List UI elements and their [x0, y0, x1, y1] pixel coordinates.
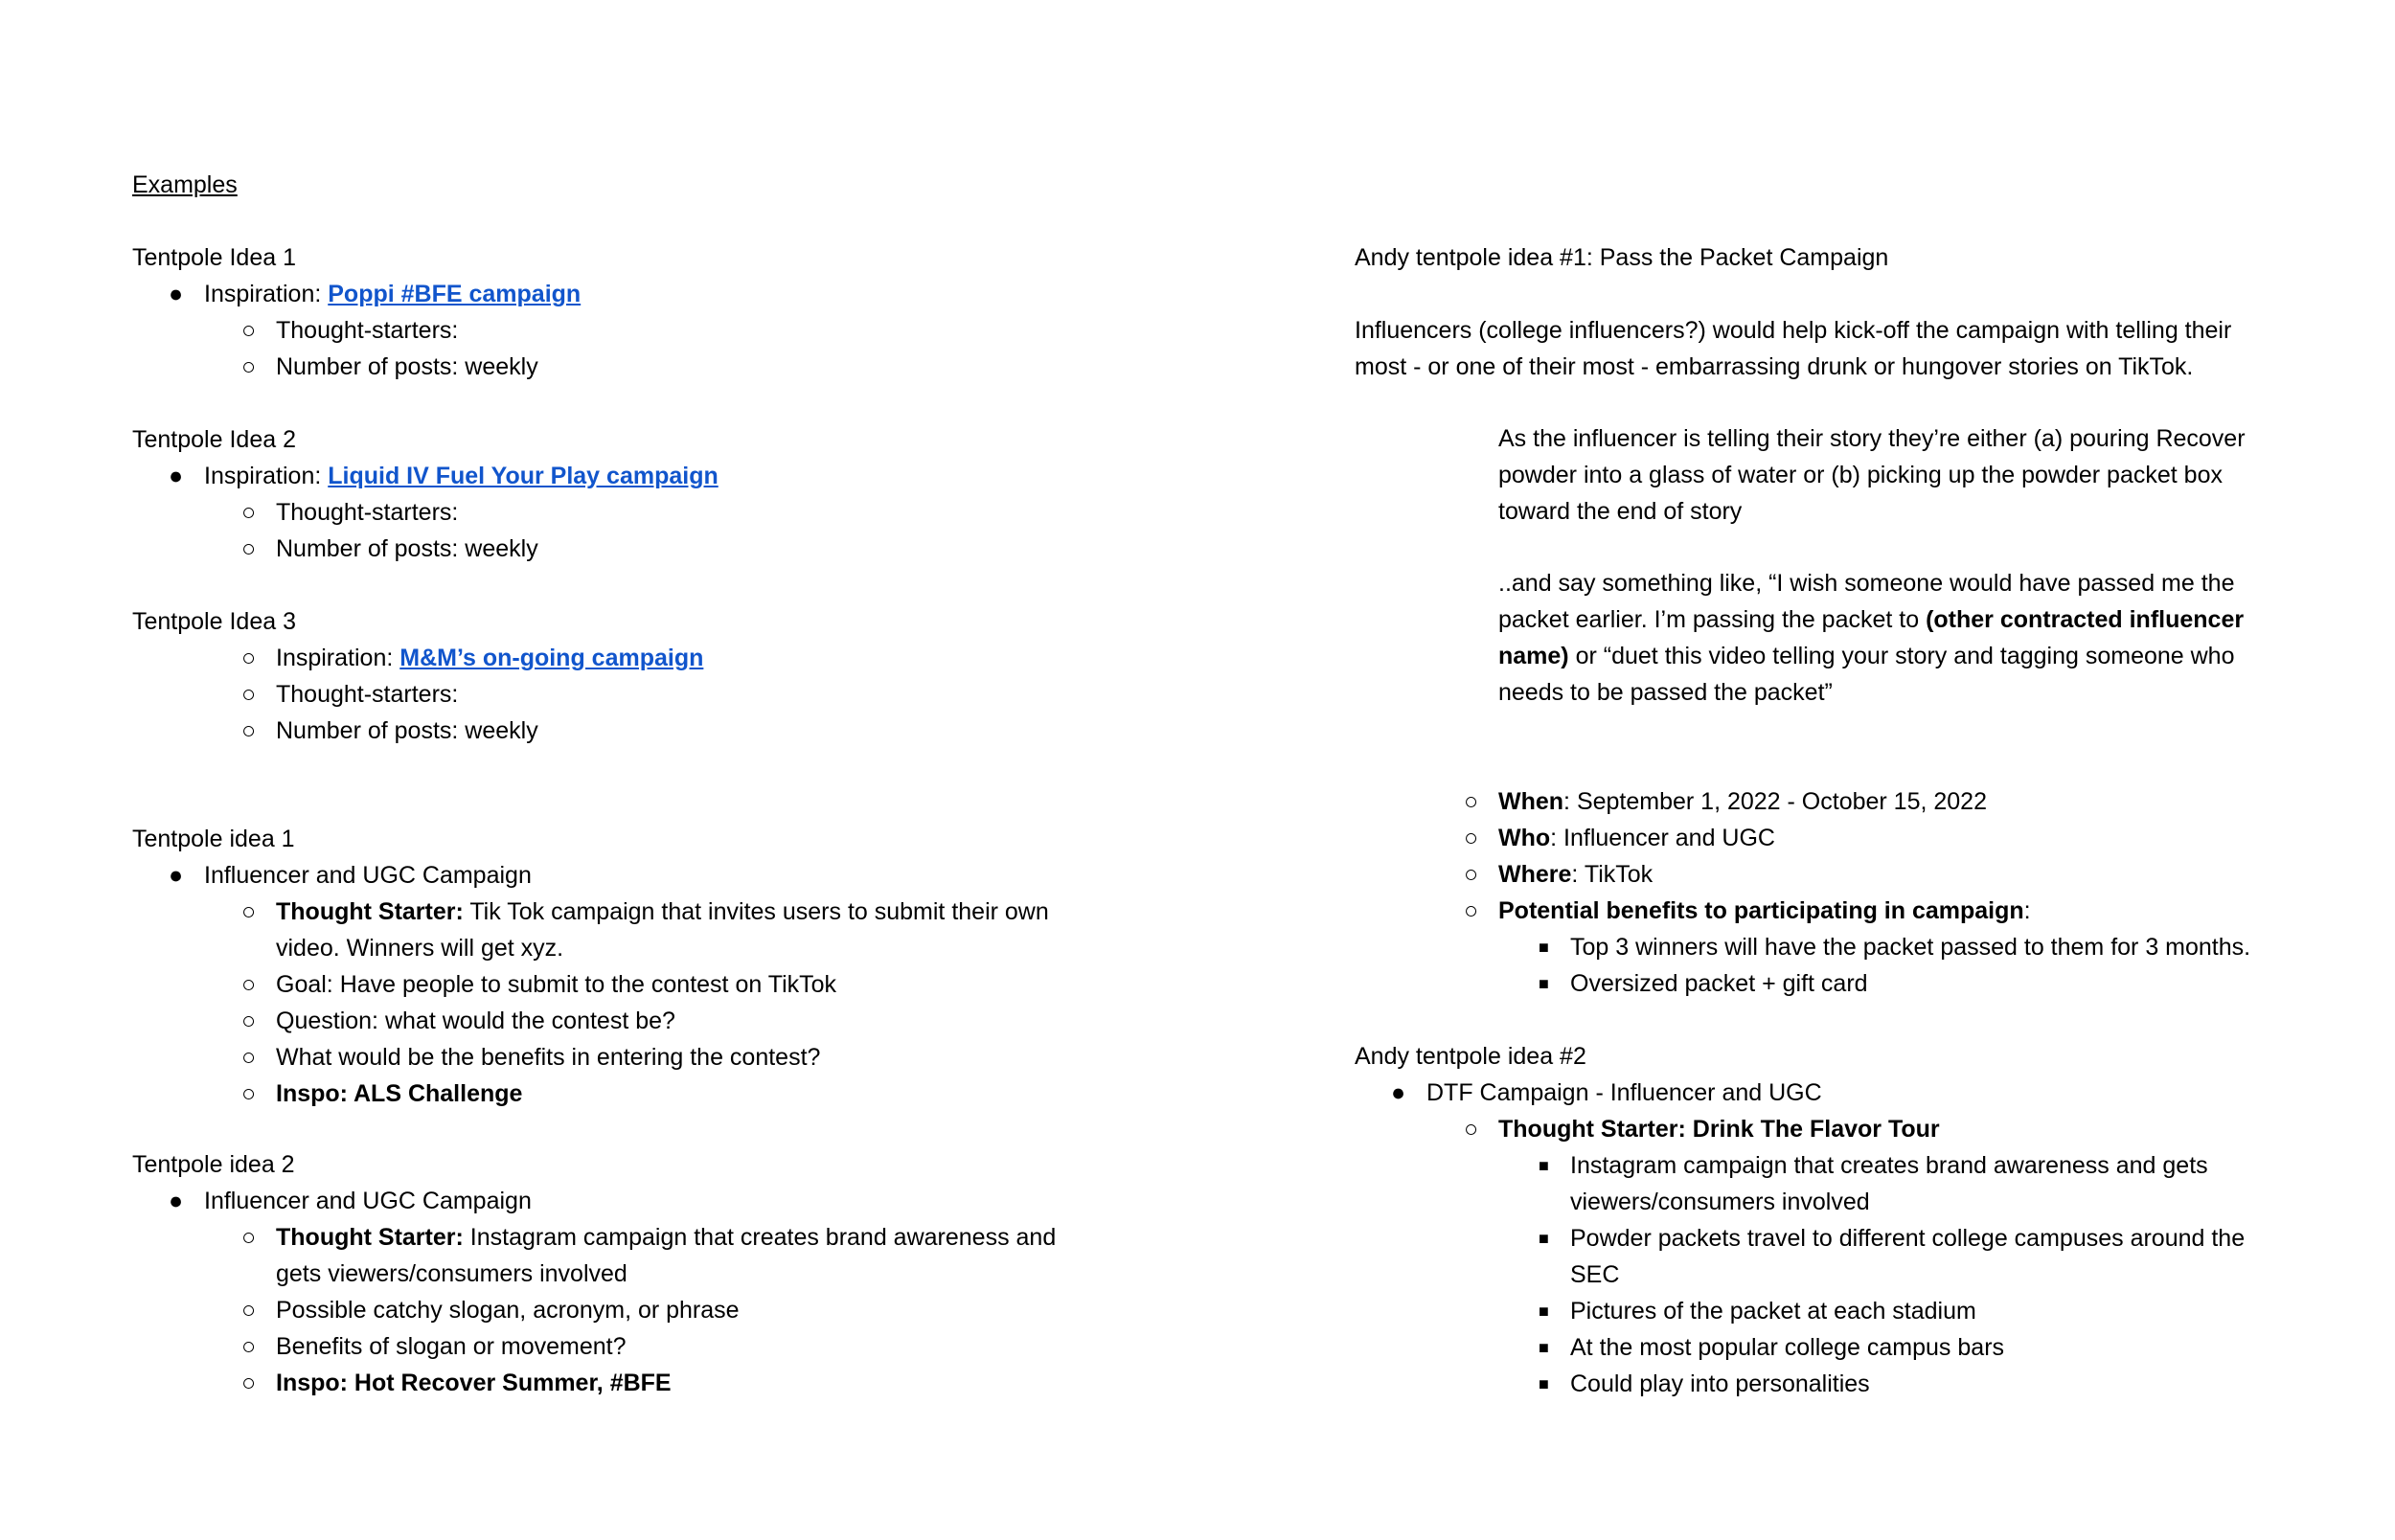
- list-item: [132, 1003, 1186, 1039]
- list-item: [132, 676, 1186, 713]
- thought-starter-text: Instagram campaign that creates brand awareness and: [463, 1224, 1057, 1251]
- bullet-disc: ●: [169, 1188, 184, 1214]
- bullet-square: ■: [1539, 1302, 1549, 1321]
- andy-idea-2-title: Andy tentpole idea #2: [1355, 1043, 1586, 1070]
- bullet-circle: ○: [241, 1224, 257, 1251]
- bullet-disc: ●: [169, 862, 184, 889]
- inspiration-label: Inspiration:: [276, 645, 400, 671]
- bullet-circle: ○: [241, 1080, 257, 1107]
- story-paragraph: [1498, 420, 2246, 530]
- list-item: [1355, 893, 2313, 929]
- andy-idea-1-title: Andy tentpole idea #1: Pass the Packet Campaign: [1355, 244, 1889, 271]
- bullet-circle: ○: [241, 499, 257, 526]
- bullet-circle: ○: [241, 1333, 257, 1360]
- liquid-iv-campaign-link[interactable]: Liquid IV Fuel Your Play campaign: [328, 463, 718, 489]
- benefit-text: Top 3 winners will have the packet passed to them for 3 months.: [1570, 934, 2251, 961]
- benefits: What would be the benefits in entering the contest?: [276, 1044, 821, 1071]
- bullet-circle: ○: [241, 1044, 257, 1071]
- idea-title: Tentpole idea 2: [132, 1151, 295, 1178]
- bullet-square: ■: [1539, 1156, 1549, 1175]
- say-line: needs to be passed the packet”: [1498, 679, 1833, 706]
- bullet-circle: ○: [241, 1370, 257, 1396]
- list-item: [132, 349, 1186, 385]
- list-item: [132, 1328, 1186, 1365]
- bullet-disc: ●: [169, 281, 184, 307]
- list-item-continuation: SEC: [1570, 1261, 1620, 1288]
- list-item: [132, 966, 1186, 1003]
- list-item: [1355, 1366, 2313, 1402]
- where-label: Where: [1498, 861, 1572, 888]
- say-text: or “duet this video telling your story and tagging someone who: [1568, 643, 2235, 669]
- bullet-circle: ○: [241, 1297, 257, 1324]
- dtf-item-text: Instagram campaign that creates brand awareness and gets: [1570, 1152, 2208, 1179]
- list-item: [132, 857, 1186, 894]
- say-line: ..and say something like, “I wish someone would have passed me the: [1498, 570, 2235, 597]
- list-item: [132, 1076, 1186, 1112]
- intro-line: Influencers (college influencers?) would help kick-off the campaign with telling their: [1355, 317, 2232, 344]
- question: Question: what would the contest be?: [276, 1008, 675, 1034]
- where-value: : TikTok: [1571, 861, 1654, 888]
- dtf-item-text: Pictures of the packet at each stadium: [1570, 1298, 1976, 1325]
- dtf-thought-starter: Thought Starter: Drink The Flavor Tour: [1498, 1116, 1940, 1143]
- bullet-square: ■: [1539, 938, 1549, 957]
- list-item: [132, 494, 1186, 531]
- say-text: packet earlier. I’m passing the packet to: [1498, 606, 1927, 633]
- campaign-details: [1355, 783, 2313, 1002]
- say-line: [1498, 638, 2244, 674]
- bullet-square: ■: [1539, 1229, 1549, 1248]
- thought-starters: Thought-starters:: [276, 317, 459, 344]
- tentpole-idea-2: [132, 1146, 1186, 1401]
- list-item: [1355, 856, 2313, 893]
- list-item: [132, 531, 1186, 567]
- thought-starter-label: Thought Starter:: [276, 1224, 464, 1251]
- examples-heading: Examples: [132, 171, 238, 198]
- dtf-campaign: DTF Campaign - Influencer and UGC: [1426, 1079, 1822, 1106]
- bullet-circle: ○: [241, 535, 257, 562]
- bullet-square: ■: [1539, 1374, 1549, 1393]
- list-item: [132, 1183, 1186, 1219]
- bullet-circle: ○: [1464, 897, 1479, 924]
- campaign-type: Influencer and UGC Campaign: [204, 862, 532, 889]
- bullet-circle: ○: [241, 1008, 257, 1034]
- bullet-circle: ○: [1464, 788, 1479, 815]
- list-item: [1355, 820, 2313, 856]
- tentpole-idea-1: [132, 821, 1186, 1112]
- story-line: toward the end of story: [1498, 498, 1743, 525]
- list-item-continuation: viewers/consumers involved: [1570, 1189, 1870, 1215]
- bullet-circle: ○: [1464, 1116, 1479, 1143]
- when-value: : September 1, 2022 - October 15, 2022: [1563, 788, 1987, 815]
- say-bold: (other contracted influencer: [1926, 606, 2245, 633]
- andy-idea-2: [1355, 1038, 2313, 1402]
- list-item: [132, 713, 1186, 749]
- bullet-circle: ○: [1464, 861, 1479, 888]
- story-line: powder into a glass of water or (b) picking up the powder packet box: [1498, 462, 2223, 488]
- list-item: [132, 1292, 1186, 1328]
- campaign-type: Influencer and UGC Campaign: [204, 1188, 532, 1214]
- benefits: Benefits of slogan or movement?: [276, 1333, 627, 1360]
- list-item: [1355, 1329, 2313, 1366]
- list-item: [1355, 929, 2313, 965]
- poppi-campaign-link[interactable]: Poppi #BFE campaign: [328, 281, 582, 307]
- say-paragraph: [1498, 565, 2244, 711]
- example-idea-1: [132, 239, 1186, 385]
- list-item-continuation: gets viewers/consumers involved: [276, 1260, 627, 1287]
- number-of-posts: Number of posts: weekly: [276, 353, 538, 380]
- thought-starters: Thought-starters:: [276, 681, 459, 708]
- dtf-item-text: Could play into personalities: [1570, 1370, 1870, 1397]
- bullet-circle: ○: [241, 353, 257, 380]
- idea-title: Tentpole Idea 3: [132, 608, 296, 635]
- number-of-posts: Number of posts: weekly: [276, 717, 538, 744]
- say-bold: name): [1498, 643, 1569, 669]
- list-item: [132, 312, 1186, 349]
- thought-starter-label: Thought Starter:: [276, 898, 464, 925]
- number-of-posts: Number of posts: weekly: [276, 535, 538, 562]
- idea-title: Tentpole idea 1: [132, 826, 295, 852]
- list-item: [1355, 1147, 2313, 1184]
- bullet-circle: ○: [241, 645, 257, 671]
- benefits-label: Potential benefits to participating in campaign: [1498, 897, 2024, 924]
- dtf-item-text: Powder packets travel to different college campuses around the: [1570, 1225, 2246, 1252]
- bullet-circle: ○: [241, 317, 257, 344]
- who-value: : Influencer and UGC: [1550, 825, 1775, 851]
- bullet-circle: ○: [241, 681, 257, 708]
- inspo: Inspo: Hot Recover Summer, #BFE: [276, 1370, 672, 1396]
- list-item: [1355, 1220, 2313, 1257]
- bullet-disc: ●: [1391, 1079, 1406, 1106]
- list-item: [1355, 965, 2313, 1002]
- list-item: [132, 1039, 1186, 1076]
- example-idea-2: [132, 421, 1186, 567]
- bullet-circle: ○: [241, 898, 257, 925]
- bullet-disc: ●: [169, 463, 184, 489]
- benefit-text: Oversized packet + gift card: [1570, 970, 1868, 997]
- bullet-square: ■: [1539, 1338, 1549, 1357]
- bullet-circle: ○: [1464, 825, 1479, 851]
- slogan: Possible catchy slogan, acronym, or phrase: [276, 1297, 740, 1324]
- intro-line: most - or one of their most - embarrassing drunk or hungover stories on TikTok.: [1355, 353, 2194, 380]
- list-item: [132, 276, 1186, 312]
- intro-paragraph: [1355, 312, 2231, 385]
- list-item: [132, 640, 1186, 676]
- dtf-item-text: At the most popular college campus bars: [1570, 1334, 2005, 1361]
- example-idea-3: [132, 603, 1186, 749]
- list-item: [132, 1219, 1186, 1256]
- inspiration-label: Inspiration:: [204, 281, 329, 307]
- idea-title: Tentpole Idea 2: [132, 426, 296, 453]
- list-item: [1355, 783, 2313, 820]
- benefits-colon: :: [2023, 897, 2031, 924]
- when-label: When: [1498, 788, 1564, 815]
- thought-starter-text: Tik Tok campaign that invites users to submit their own: [463, 898, 1049, 925]
- bullet-circle: ○: [241, 971, 257, 998]
- list-item: [1355, 1293, 2313, 1329]
- inspiration-label: Inspiration:: [204, 463, 329, 489]
- goal: Goal: Have people to submit to the contest on TikTok: [276, 971, 837, 998]
- mm-campaign-link[interactable]: M&M’s on-going campaign: [399, 645, 704, 671]
- who-label: Who: [1498, 825, 1551, 851]
- thought-starters: Thought-starters:: [276, 499, 459, 526]
- idea-title: Tentpole Idea 1: [132, 244, 296, 271]
- story-line: As the influencer is telling their story they’re either (a) pouring Recover: [1498, 425, 2246, 452]
- list-item-continuation: video. Winners will get xyz.: [276, 935, 564, 962]
- inspo: Inspo: ALS Challenge: [276, 1080, 523, 1107]
- list-item: [132, 1365, 1186, 1401]
- bullet-circle: ○: [241, 717, 257, 744]
- bullet-square: ■: [1539, 974, 1549, 993]
- say-line: [1498, 601, 2244, 638]
- list-item: [1355, 1075, 2313, 1111]
- list-item: [132, 894, 1186, 930]
- list-item: [132, 458, 1186, 494]
- list-item: [1355, 1111, 2313, 1147]
